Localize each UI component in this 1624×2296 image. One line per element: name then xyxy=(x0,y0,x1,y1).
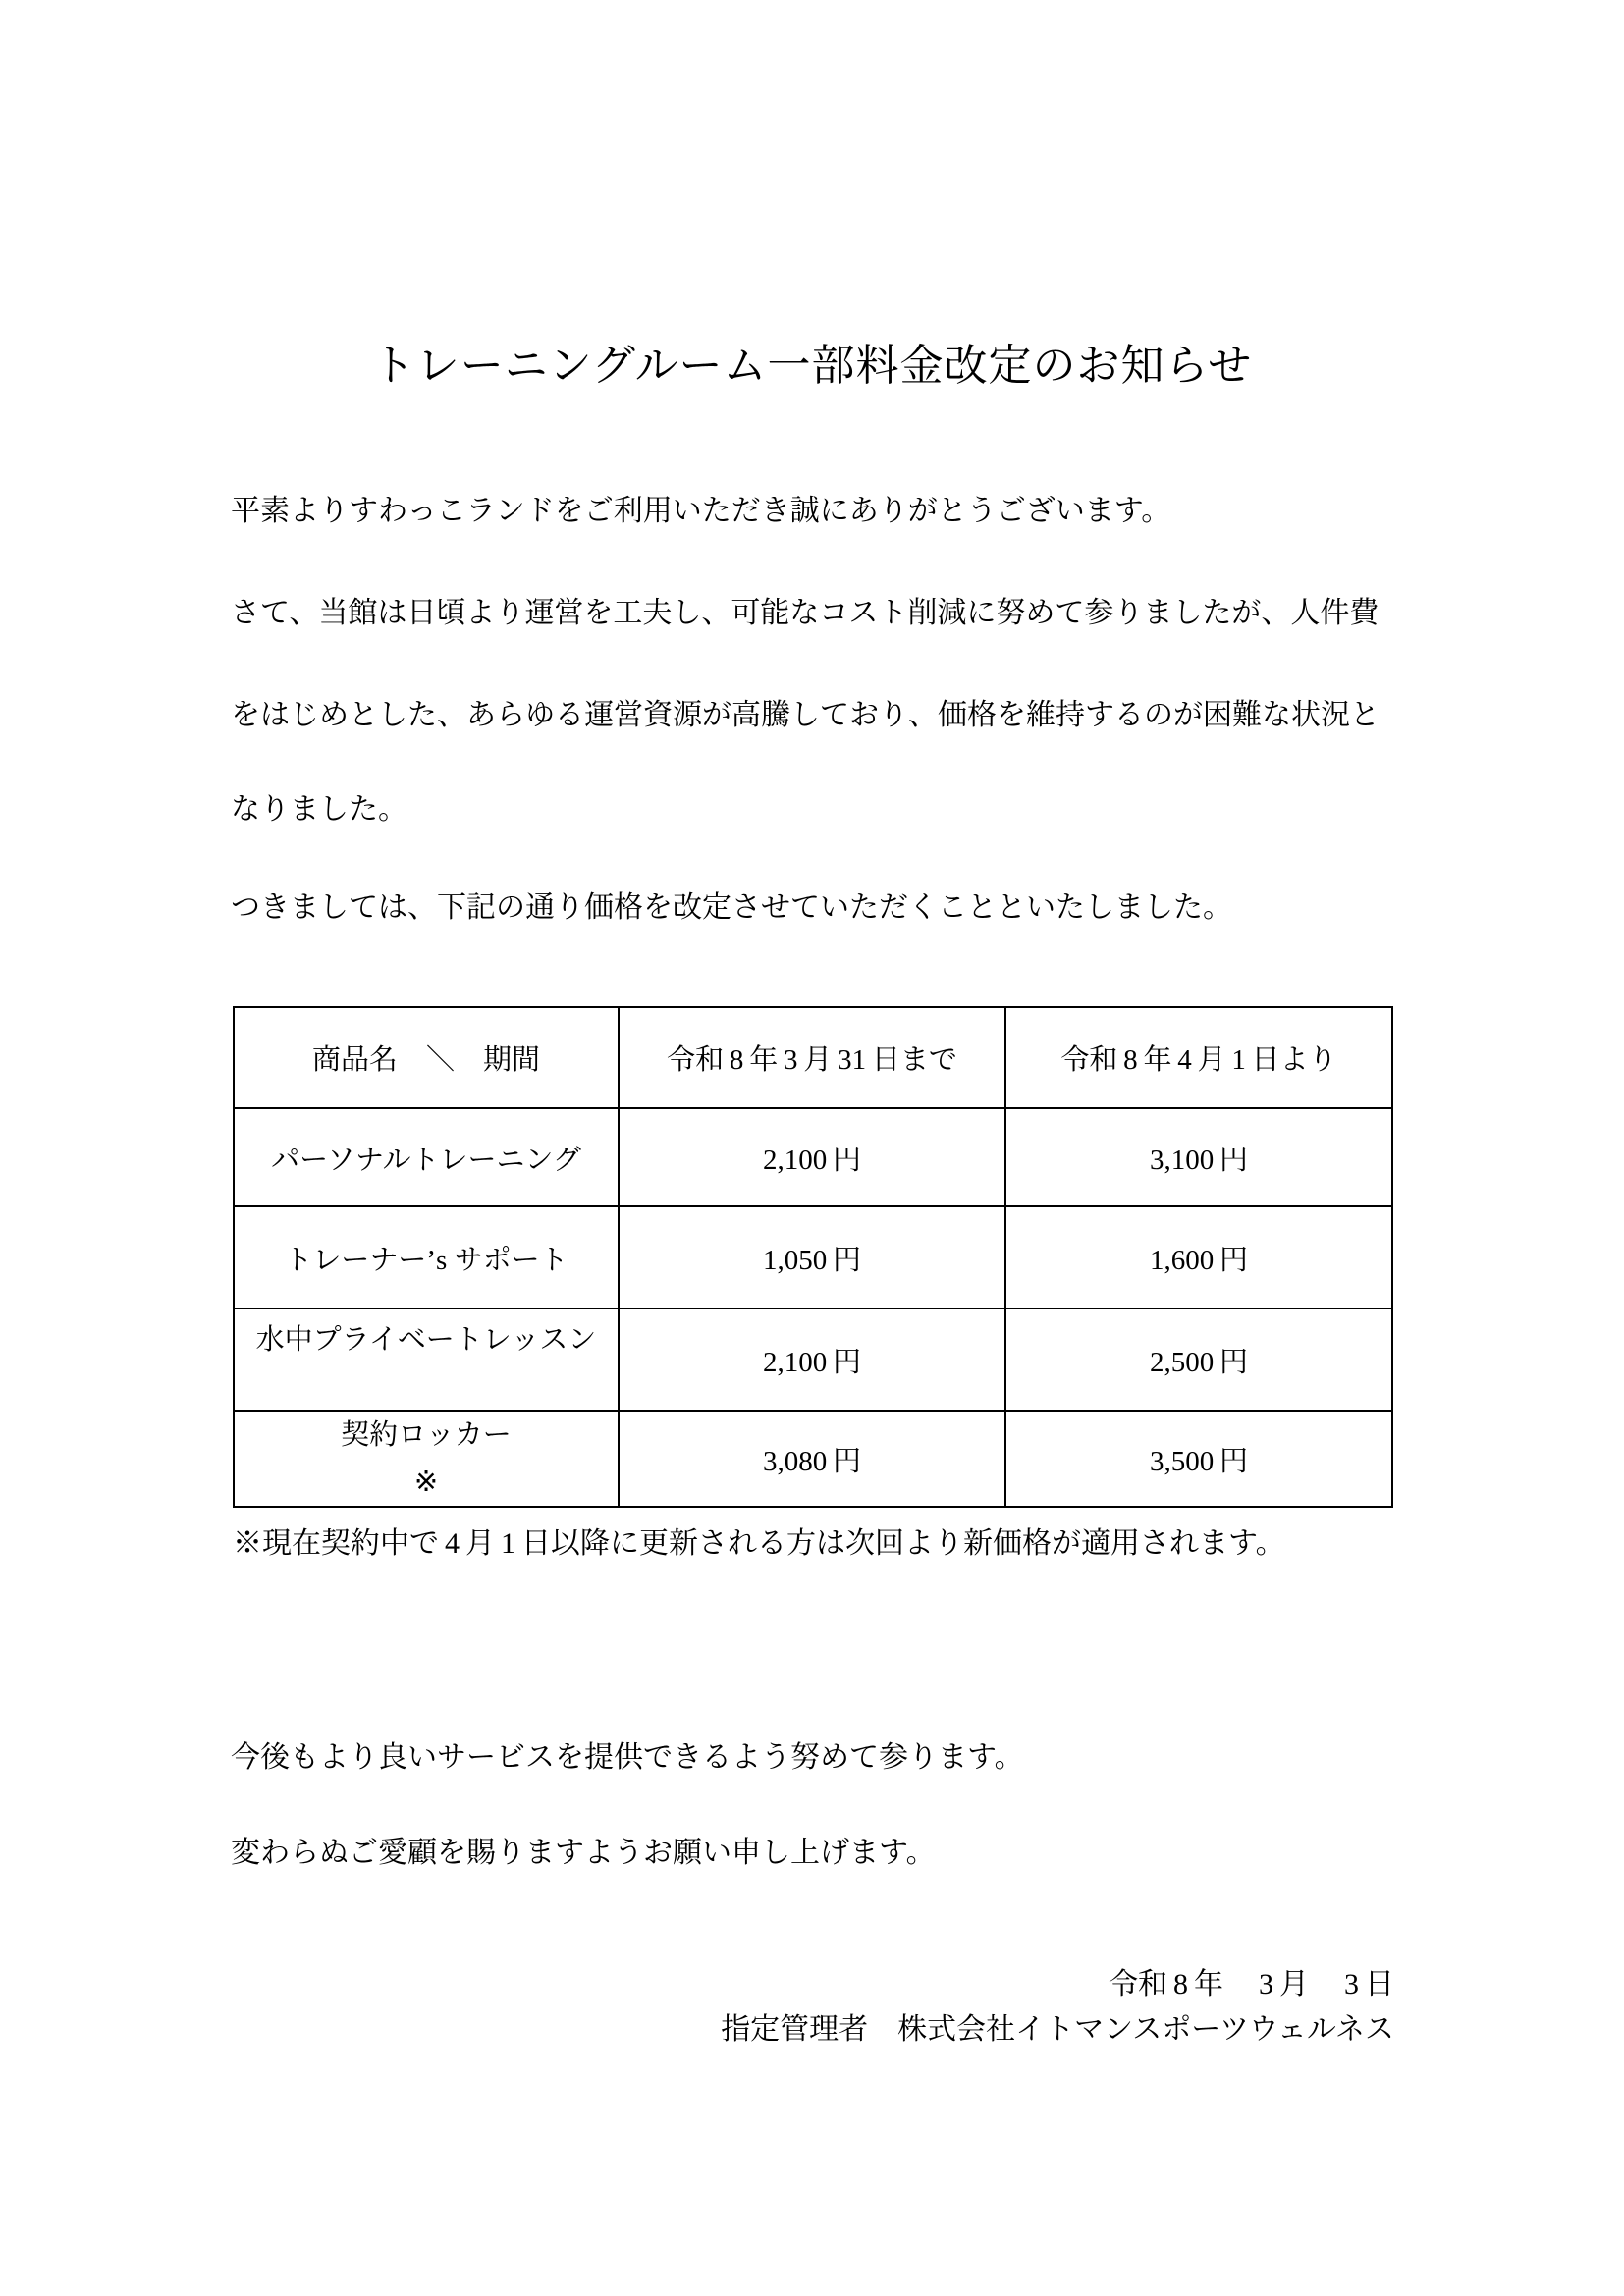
body-line-3: をはじめとした、あらゆる運営資源が高騰しており、価格を維持するのが困難な状況と xyxy=(231,699,1380,731)
header-cell-from-date: 令和 8 年 4 月 1 日より xyxy=(1005,1007,1392,1108)
greeting-line: 平素よりすわっこランドをご利用いただき誠にありがとうございます。 xyxy=(231,495,1171,527)
table-row xyxy=(234,1308,1392,1411)
document-issuer: 指定管理者 株式会社イトマンスポーツウェルネス xyxy=(721,2013,1394,2046)
header-cell-until-date: 令和 8 年 3 月 31 日まで xyxy=(619,1007,1005,1108)
product-name-cell: 水中プライベートレッスン xyxy=(234,1308,619,1411)
product-name-cell: トレーナー’s サポート xyxy=(234,1206,619,1308)
old-price-cell: 2,100 円 xyxy=(619,1308,1005,1411)
lead-in-line: つきましては、下記の通り価格を改定させていただくことといたしました。 xyxy=(231,891,1232,924)
table-row xyxy=(234,1108,1392,1206)
body-line-2: さて、当館は日頃より運営を工夫し、可能なコスト削減に努めて参りましたが、人件費 xyxy=(231,597,1380,629)
product-name-cell: パーソナルトレーニング xyxy=(234,1108,619,1206)
old-price-cell: 2,100 円 xyxy=(619,1108,1005,1206)
table-header-row xyxy=(234,1007,1392,1108)
product-name-cell xyxy=(234,1411,619,1507)
new-price-cell: 2,500 円 xyxy=(1005,1308,1392,1411)
contract-locker-note: ※ xyxy=(413,1467,439,1498)
price-table xyxy=(233,1006,1393,1508)
closing-line-2: 変わらぬご愛顧を賜りますようお願い申し上げます。 xyxy=(231,1837,936,1869)
old-price-cell: 1,050 円 xyxy=(619,1206,1005,1308)
document-date: 令和 8 年 3 月 3 日 xyxy=(1108,1968,1394,2001)
product-name-text: 契約ロッカー xyxy=(341,1419,512,1451)
table-row xyxy=(234,1411,1392,1507)
table-row xyxy=(234,1206,1392,1308)
new-price-cell: 3,500 円 xyxy=(1005,1411,1392,1507)
new-price-cell: 3,100 円 xyxy=(1005,1108,1392,1206)
body-line-4: なりました。 xyxy=(231,793,407,826)
old-price-cell: 3,080 円 xyxy=(619,1411,1005,1507)
table-footnote: ※現在契約中で 4 月 1 日以降に更新される方は次回より新価格が適用されます。 xyxy=(233,1527,1285,1560)
document-title: トレーニングルーム一部料金改定のお知らせ xyxy=(371,342,1253,390)
product-name-with-note xyxy=(235,1412,618,1506)
closing-line-1: 今後もより良いサービスを提供できるよう努めて参ります。 xyxy=(231,1741,1024,1774)
header-cell-product-period: 商品名 ＼ 期間 xyxy=(234,1007,619,1108)
new-price-cell: 1,600 円 xyxy=(1005,1206,1392,1308)
